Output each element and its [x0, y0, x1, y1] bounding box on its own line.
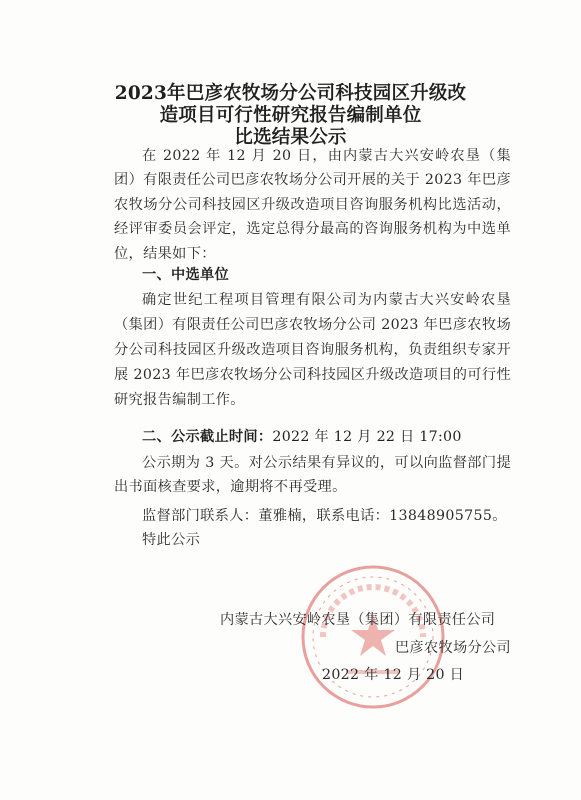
signature-date: 2022 年 12 月 20 日 — [322, 667, 465, 683]
closing-text: 特此公示 — [142, 532, 201, 548]
winner-paragraph: 确定世纪工程项目管理有限公司为内蒙古大兴安岭农垦（集团）有限责任公司巴彦农牧场分公司 2023 年巴彦农牧场分公司科技园区升级改造项目咨询服务机构，负责组织专家开展 2023 年巴彦农牧场分公司科技园区升级改造项目的可行性研究报告编制工作。 — [114, 292, 511, 408]
notice-period-paragraph: 公示期为 3 天。对公示结果有异议的，可以向监督部门提出书面核查要求，逾期将不再受理。 — [114, 455, 511, 495]
deadline-label: 二、公示截止时间： — [142, 429, 273, 445]
signature-branch: 巴彦农牧场分公司 — [395, 640, 511, 656]
document-title-line-1: 2023年巴彦农牧场分公司科技园区升级改 — [114, 83, 467, 104]
section-heading-deadline — [142, 426, 462, 446]
intro-paragraph: 在 2022 年 12 月 20 日，由内蒙古大兴安岭农垦（集团）有限责任公司巴彦农牧场分公司开展的关于 2023 年巴彦农牧场分公司科技园区升级改造项目咨询服务机构比选活动，经评审委员会评定，选定总得分最高的咨询服务机构为中选单位，结果如下： — [114, 148, 511, 262]
deadline-value: 2022 年 12 月 22 日 17:00 — [272, 429, 462, 445]
document-title-line-3: 比选结果公示 — [234, 127, 347, 148]
document-title-line-2: 造项目可行性研究报告编制单位 — [159, 105, 422, 126]
signature-organization: 内蒙古大兴安岭农垦（集团）有限责任公司 — [220, 612, 496, 628]
contact-paragraph: 监督部门联系人：董雅楠，联系电话：13848905755。 — [142, 508, 507, 524]
section-heading-winner: 一、中选单位 — [142, 267, 229, 283]
